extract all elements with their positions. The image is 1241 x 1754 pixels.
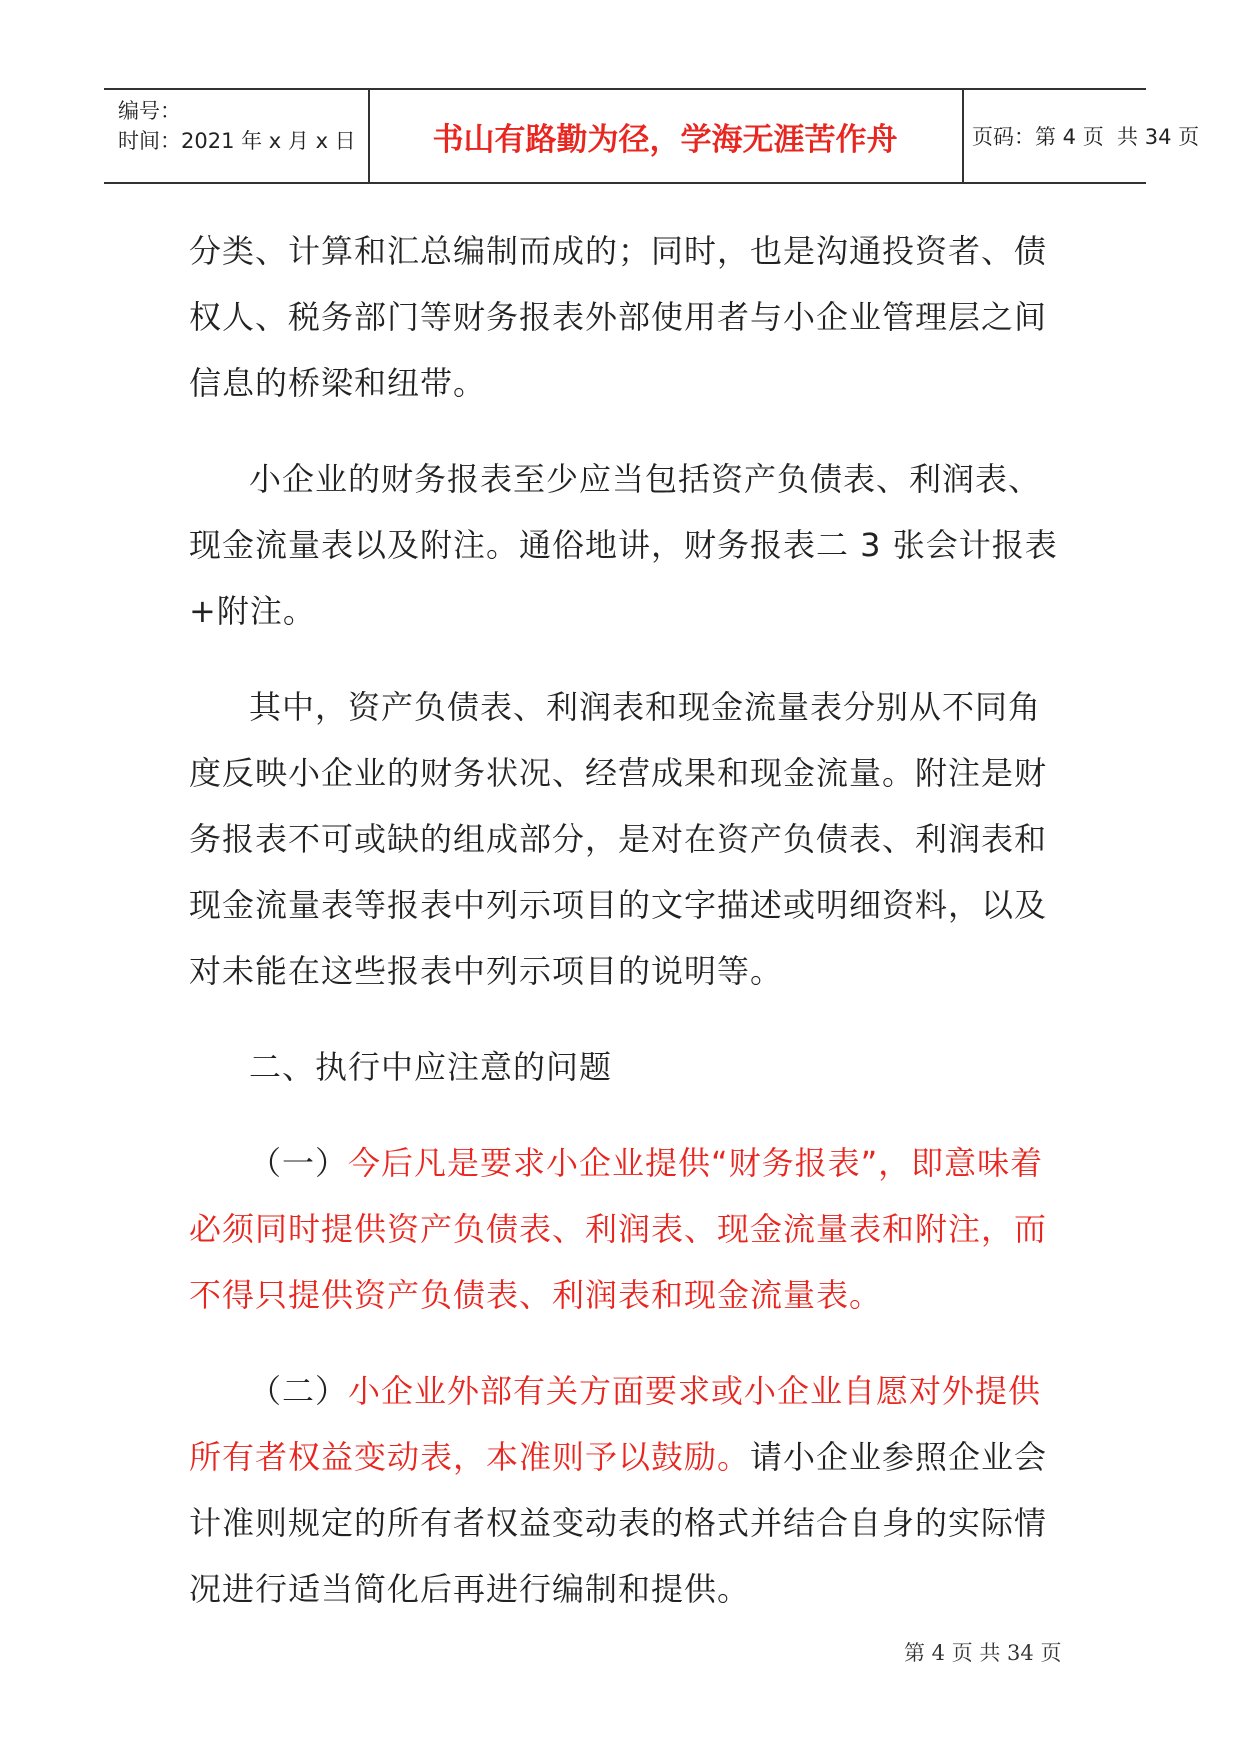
header-meta (118, 96, 356, 156)
doc-number-label: 编号： (118, 99, 181, 123)
page-header (104, 88, 1200, 184)
item-2-rest: 请小企业参照企业会计准则规定的所有者权益变动表的格式并结合自身的实际情况进行适当简化后再进行编制和提供。 (189, 1438, 1048, 1608)
header-page-code: 页码：第 4 页 共 34 页 (972, 125, 1200, 149)
item-1-highlight: 今后凡是要求小企业提供“财务报表”，即意味着必须同时提供资产负债表、利润表、现金流量表和附注，而不得只提供资产负债表、利润表和现金流量表。 (189, 1144, 1048, 1314)
doc-time-label: 时间：2021 年 x 月 x 日 (118, 129, 356, 153)
section-heading: 二、执行中应注意的问题 (249, 1048, 613, 1086)
paragraph-item-2 (189, 1358, 1069, 1622)
header-motto: 书山有路勤为径，学海无涯苦作舟 (432, 121, 898, 158)
paragraph-item-1 (189, 1130, 1069, 1328)
paragraph-1: 分类、计算和汇总编制而成的；同时，也是沟通投资者、债权人、税务部门等财务报表外部使用者与小企业管理层之间信息的桥梁和纽带。 (189, 232, 1048, 402)
paragraph-2: 小企业的财务报表至少应当包括资产负债表、利润表、现金流量表以及附注。通俗地讲，财务报表二 3 张会计报表+附注。 (189, 460, 1058, 630)
header-divider-right (962, 88, 964, 184)
page-footer: 第 4 页 共 34 页 (904, 1641, 1062, 1665)
item-1-prefix: （一） (249, 1144, 349, 1182)
paragraph-3: 其中，资产负债表、利润表和现金流量表分别从不同角度反映小企业的财务状况、经营成果和现金流量。附注是财务报表不可或缺的组成部分，是对在资产负债表、利润表和现金流量表等报表中列示项目的文字描述或明细资料，以及对未能在这些报表中列示项目的说明等。 (189, 688, 1048, 990)
item-2-prefix: （二） (249, 1372, 349, 1410)
document-body (189, 218, 1069, 1652)
item-2-highlight: 小企业外部有关方面要求或小企业自愿对外提供所有者权益变动表，本准则予以鼓励。 (189, 1372, 1042, 1476)
